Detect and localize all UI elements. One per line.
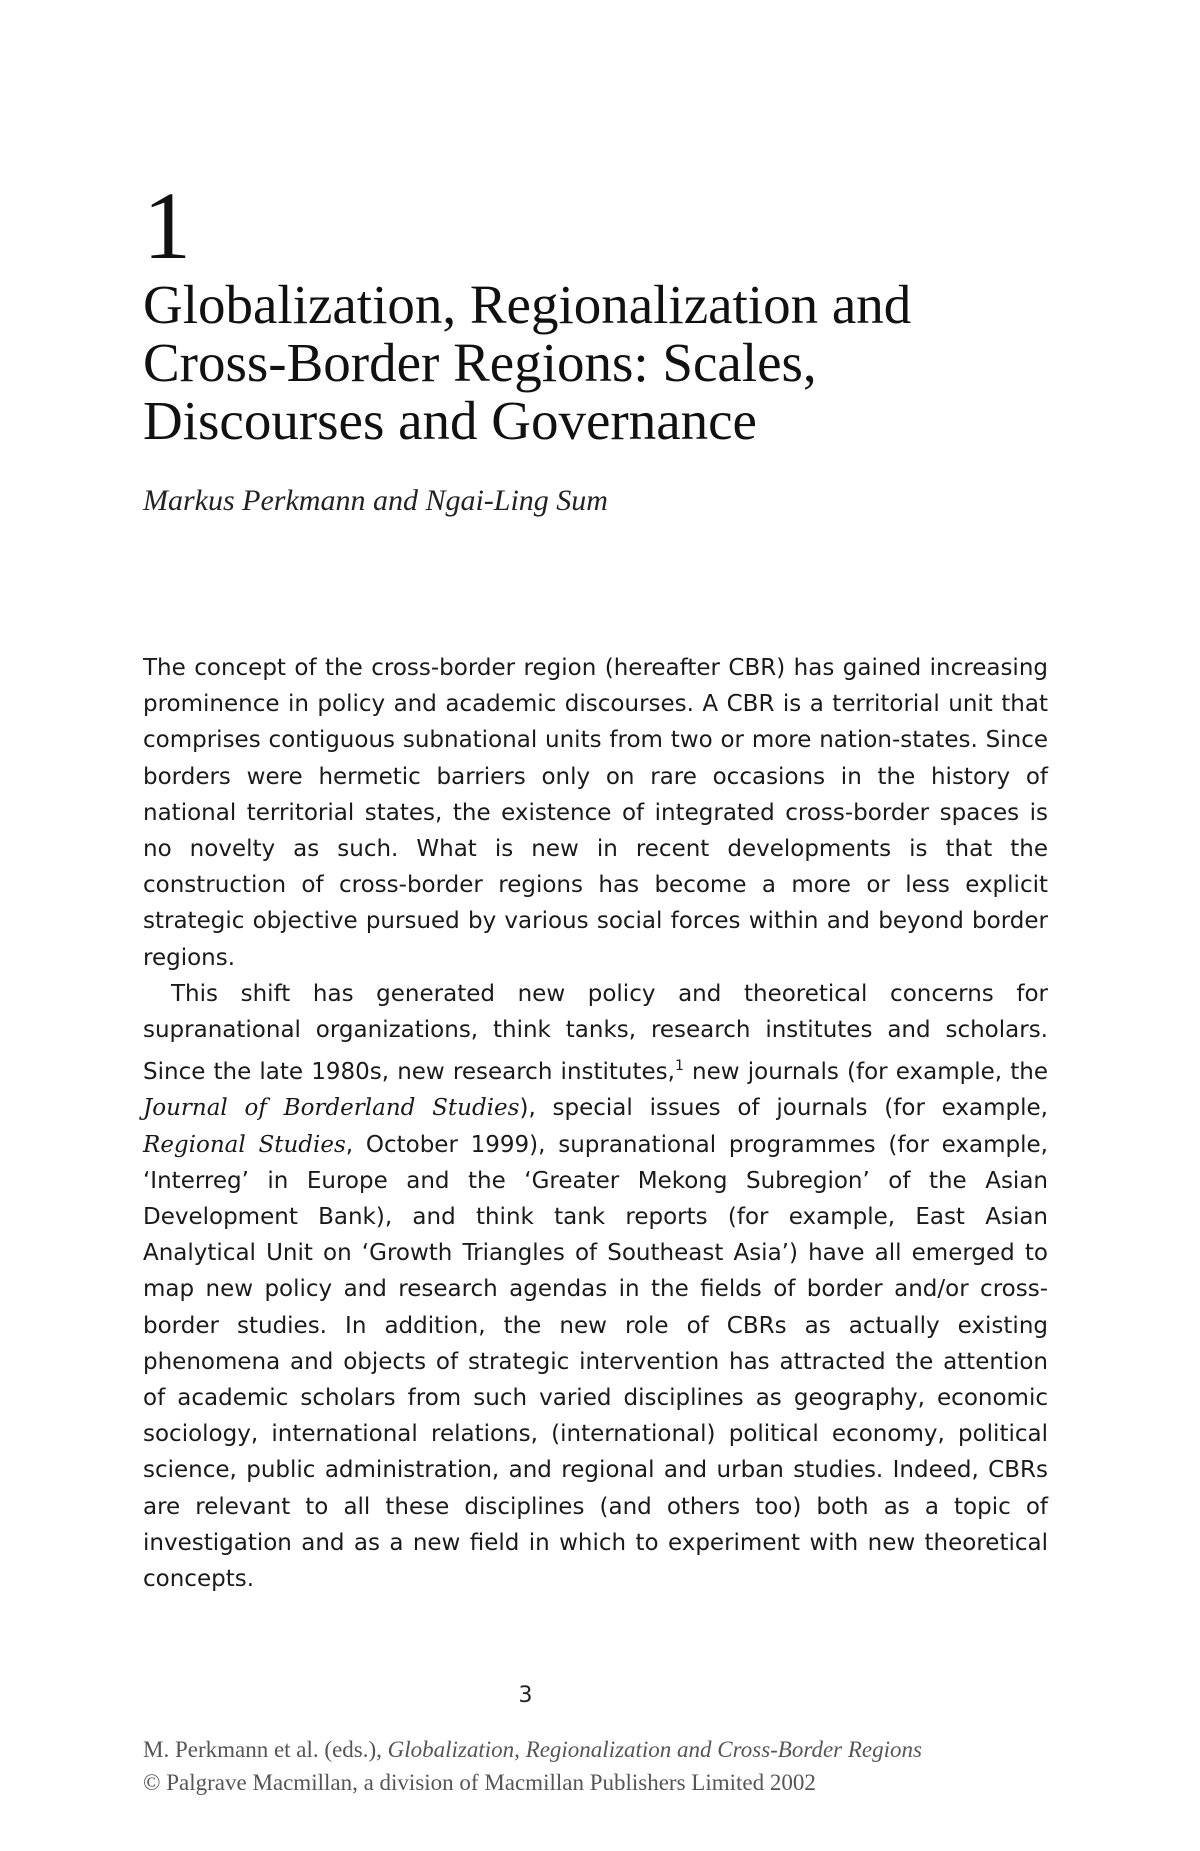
journal-title: Regional Studies bbox=[143, 1131, 346, 1158]
paragraph-1: The concept of the cross-border region (hereafter CBR) has gained increasing prominence in policy and academic discourses. A CBR is a territorial unit that comprises contiguous subnational units from two or more nation-states. Since borders were hermetic barriers only on rare occasions in the history of national territorial states, the existence of integrated cross-border spaces is no novelty as such. What is new in recent developments is that the construction of cross-border regions has become a more or less explicit strategic objective pursued by various social forces within and beyond border regions. bbox=[143, 655, 1048, 971]
source-editors: M. Perkmann et al. (eds.), bbox=[143, 1737, 388, 1762]
journal-title: Journal of Borderland Studies bbox=[143, 1095, 520, 1122]
source-book-title: Globalization, Regionalization and Cross-Border Regions bbox=[387, 1737, 922, 1762]
paragraph-2-text: ), special issues of journals (for example, bbox=[519, 1095, 1048, 1122]
footnote-reference[interactable]: 1 bbox=[674, 1058, 684, 1075]
chapter-title-line: Discourses and Governance bbox=[143, 390, 757, 451]
chapter-authors: Markus Perkmann and Ngai-Ling Sum bbox=[143, 484, 608, 517]
paragraph-2-text: new journals (for example, the bbox=[683, 1059, 1048, 1086]
paragraph-2-text: , October 1999), supranational programmes (for example, ‘Interreg’ in Europe and the ‘Greater Mekong Subregion’ of the Asian Development Bank), and think tank reports (for example, East Asian Analytical Unit on ‘Growth Triangles of Southeast Asia’) have all emerged to map new policy and research agendas in the fields of border and/or cross-border studies. In addition, the new role of CBRs as actually existing phenomena and objects of strategic intervention has attracted the attention of academic scholars from such varied disciplines as geography, economic sociology, international relations, (international) political economy, political science, public administration, and regional and urban studies. Indeed, CBRs are relevant to all these disciplines (and others too) both as a topic of investigation and as a new field in which to experiment with new theoretical concepts. bbox=[143, 1131, 1048, 1593]
body-text bbox=[143, 650, 1048, 1597]
book-page bbox=[143, 0, 1048, 1851]
chapter-title bbox=[143, 276, 1048, 450]
paragraph-2 bbox=[143, 976, 1048, 1597]
page-number: 3 bbox=[518, 1683, 533, 1708]
paragraph-2-text: This shift has generated new policy and theoretical concerns for supranational organizations, think tanks, research institutes and scholars. Since the late 1980s, new research institutes, bbox=[143, 980, 1048, 1086]
chapter-number: 1 bbox=[143, 172, 191, 279]
chapter-title-line: Globalization, Regionalization and bbox=[143, 274, 912, 335]
copyright-notice: © Palgrave Macmillan, a division of Macmillan Publishers Limited 2002 bbox=[143, 1770, 816, 1795]
source-citation bbox=[143, 1737, 922, 1763]
chapter-title-line: Cross-Border Regions: Scales, bbox=[143, 332, 817, 393]
